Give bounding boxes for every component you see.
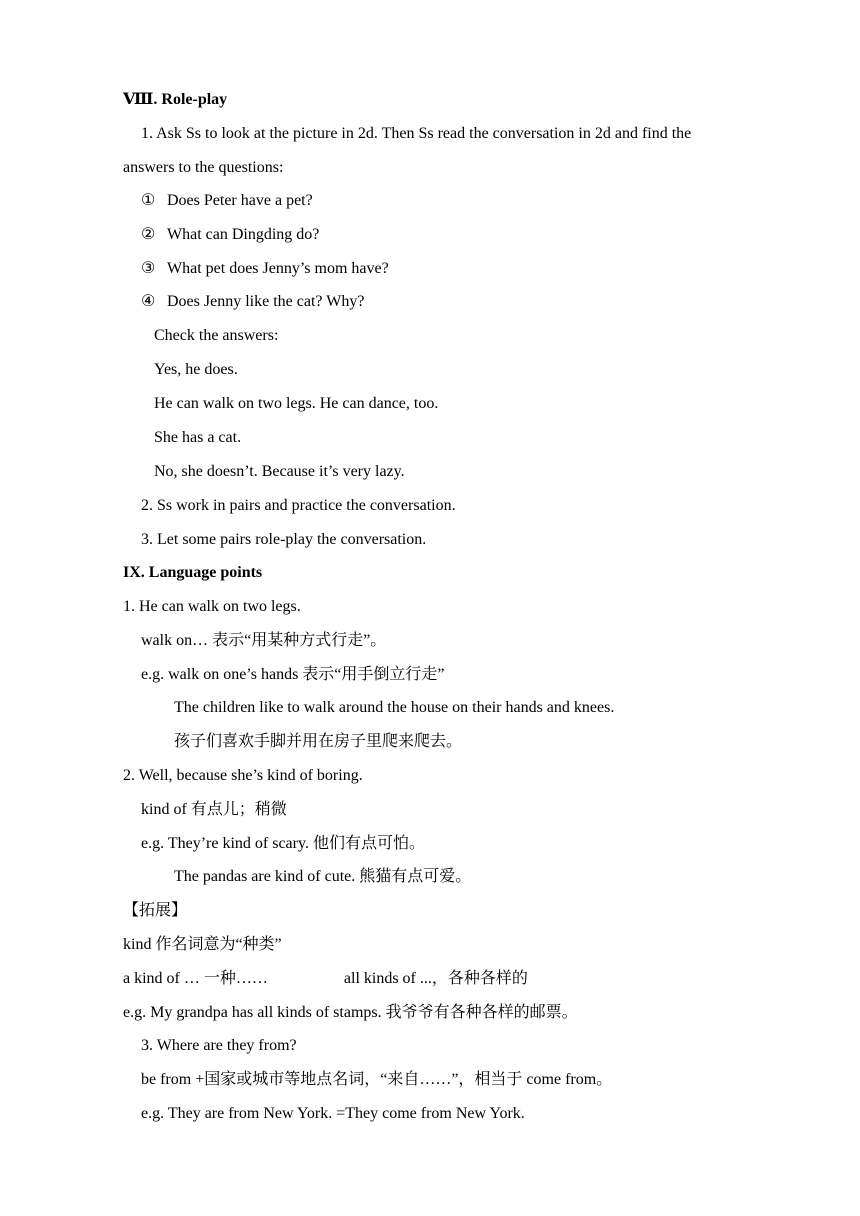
answer-item: He can walk on two legs. He can dance, too. (154, 395, 439, 412)
answer-item: No, she doesn’t. Because it’s very lazy. (154, 463, 405, 480)
point-2-note: kind of 有点儿；稍微 (141, 801, 287, 818)
question-item (141, 292, 364, 312)
extension-phrase-b: all kinds of ...，各种各样的 (343, 970, 528, 987)
section-heading-language-points: IX. Language points (123, 564, 263, 581)
point-3-note: be from +国家或城市等地点名词，“来自……”，相当于 come from。 (141, 1071, 613, 1088)
question-item (141, 225, 319, 245)
question-number: ④ (141, 293, 156, 310)
step-1-text: 1. Ask Ss to look at the picture in 2d. Then Ss read the conversation in 2d and find the (141, 125, 692, 142)
extension-label: 【拓展】 (123, 902, 188, 919)
question-text: What pet does Jenny’s mom have? (167, 260, 389, 277)
question-text: Does Peter have a pet? (167, 192, 313, 209)
step-2-text: 2. Ss work in pairs and practice the conversation. (141, 497, 456, 514)
extension-phrase-a: a kind of … 一种…… (123, 970, 268, 987)
point-1-note: walk on… 表示“用某种方式行走”。 (141, 632, 387, 649)
extension-example: e.g. My grandpa has all kinds of stamps. 我爷爷有各种各样的邮票。 (123, 1004, 578, 1021)
point-1-example-chinese: 孩子们喜欢手脚并用在房子里爬来爬去。 (174, 733, 463, 750)
point-3-title: 3. Where are they from? (141, 1037, 297, 1054)
question-number: ② (141, 226, 156, 243)
question-item (141, 191, 313, 211)
answer-item: Yes, he does. (154, 361, 238, 378)
question-text: Does Jenny like the cat? Why? (167, 293, 365, 310)
question-item (141, 259, 389, 279)
question-number: ① (141, 192, 156, 209)
section-heading-role-play: Ⅷ. Role-play (123, 91, 228, 108)
step-1-text-continued: answers to the questions: (123, 159, 284, 176)
question-number: ③ (141, 260, 156, 277)
point-1-example: e.g. walk on one’s hands 表示“用手倒立行走” (141, 666, 445, 683)
step-3-text: 3. Let some pairs role-play the conversation. (141, 531, 427, 548)
point-3-example: e.g. They are from New York. =They come from New York. (141, 1105, 525, 1122)
extension-line-1: kind 作名词意为“种类” (123, 936, 282, 953)
point-2-example-1: e.g. They’re kind of scary. 他们有点可怕。 (141, 835, 425, 852)
point-2-title: 2. Well, because she’s kind of boring. (123, 767, 363, 784)
check-answers-label: Check the answers: (154, 327, 279, 344)
point-1-title: 1. He can walk on two legs. (123, 598, 301, 615)
question-text: What can Dingding do? (167, 226, 320, 243)
point-1-example-english: The children like to walk around the house on their hands and knees. (174, 699, 615, 716)
extension-line-2 (123, 969, 528, 989)
point-2-example-2: The pandas are kind of cute. 熊猫有点可爱。 (174, 868, 472, 885)
answer-item: She has a cat. (154, 429, 242, 446)
